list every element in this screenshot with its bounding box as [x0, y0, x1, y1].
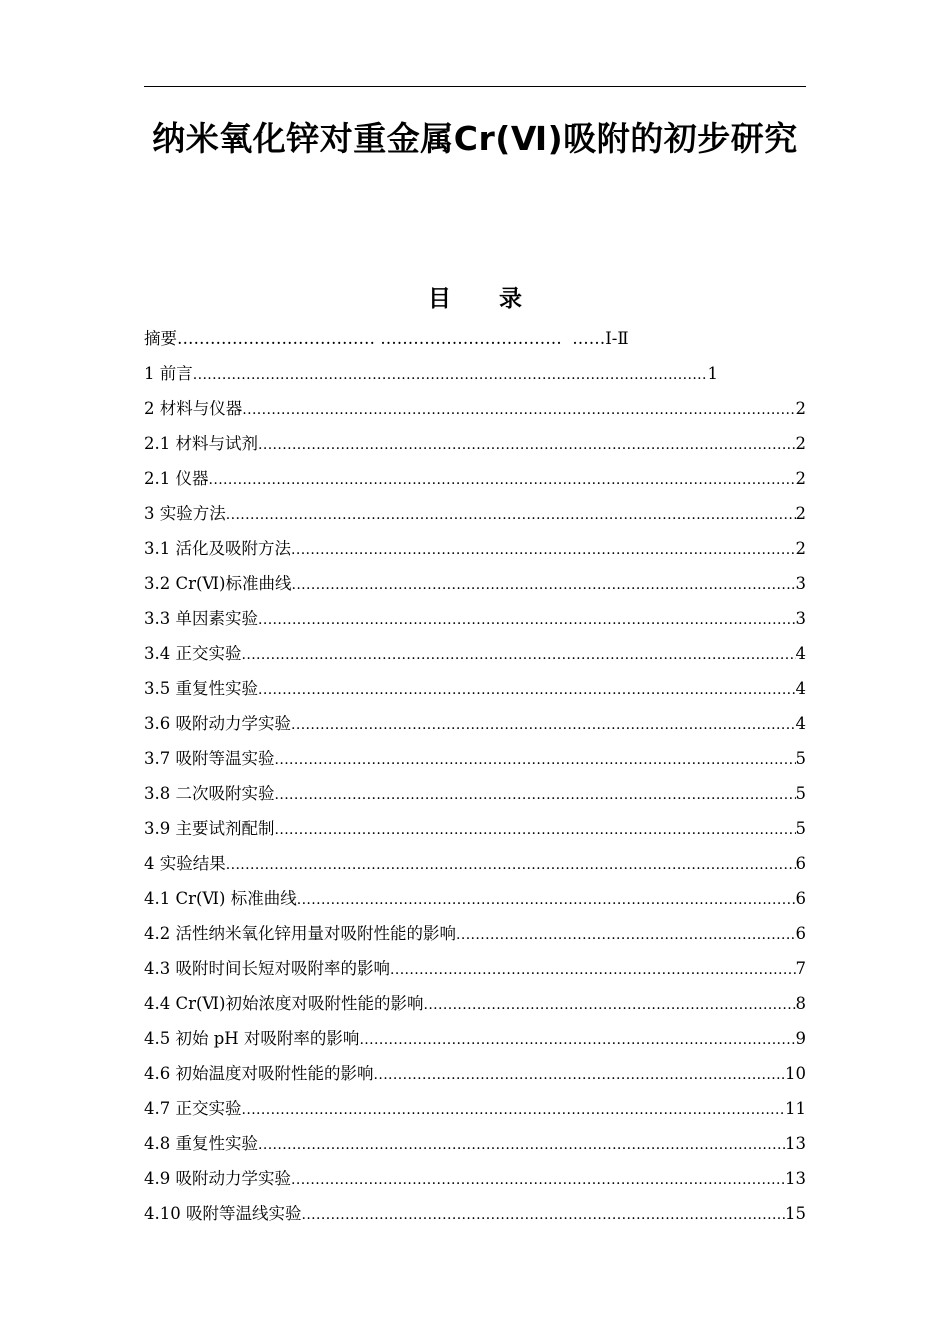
toc-entry-label: 3 实验方法 — [144, 504, 226, 523]
toc-entry-page: 3 — [795, 574, 806, 593]
toc-entry-leader — [423, 988, 795, 1021]
toc-entry-page: 2 — [795, 469, 806, 488]
toc-entry-label: 3.7 吸附等温实验 — [144, 749, 275, 768]
toc-entry-leader — [258, 428, 796, 461]
toc-entry-label: 4.8 重复性实验 — [144, 1134, 258, 1153]
toc-entry[interactable] — [144, 636, 806, 671]
toc-entry-page: Ⅰ-Ⅱ — [605, 329, 629, 348]
toc-entry[interactable] — [144, 1021, 806, 1056]
toc-entry[interactable] — [144, 426, 806, 461]
toc-entry-page: 11 — [785, 1099, 806, 1118]
toc-entry[interactable] — [144, 1091, 806, 1126]
toc-entry-leader: ……………………………… …………………………… …… — [177, 329, 606, 348]
toc-entry-leader — [275, 778, 796, 811]
toc-entry-page: 7 — [795, 959, 806, 978]
toc-entry-page: 6 — [795, 889, 806, 908]
toc-entry-page: 13 — [785, 1134, 806, 1153]
toc-entry[interactable] — [144, 916, 806, 951]
toc-entry-label: 3.1 活化及吸附方法 — [144, 539, 291, 558]
toc-entry-label: 4.4 Cr(Ⅵ)初始浓度对吸附性能的影响 — [144, 994, 424, 1013]
toc-entry-label: 4.2 活性纳米氧化锌用量对吸附性能的影响 — [144, 924, 456, 943]
toc-entry[interactable] — [144, 776, 806, 811]
toc-entry-label: 3.5 重复性实验 — [144, 679, 258, 698]
toc-entry-leader — [226, 848, 796, 881]
toc-entry-leader — [242, 393, 795, 426]
toc-entry[interactable] — [144, 811, 806, 846]
toc-entry-page: 4 — [795, 679, 806, 698]
toc-entry-label: 摘要 — [144, 329, 177, 348]
toc-entry-abstract[interactable] — [144, 321, 806, 356]
toc-entry-leader — [209, 463, 796, 496]
toc-entry-page: 3 — [795, 609, 806, 628]
toc-entry-label: 4.5 初始 pH 对吸附率的影响 — [144, 1029, 360, 1048]
toc-entry-page: 5 — [795, 784, 806, 803]
toc-entry[interactable] — [144, 741, 806, 776]
toc-entry[interactable] — [144, 356, 718, 391]
header-rule — [144, 86, 806, 87]
toc-entry[interactable] — [144, 706, 806, 741]
toc-entry-label: 4.3 吸附时间长短对吸附率的影响 — [144, 959, 390, 978]
toc-entry-leader — [301, 1198, 785, 1231]
toc-entry-leader — [390, 953, 796, 986]
toc-entry-page: 2 — [795, 504, 806, 523]
toc-entry-leader — [193, 358, 708, 391]
toc-entry[interactable] — [144, 1196, 806, 1231]
toc-entry-label: 4 实验结果 — [144, 854, 226, 873]
toc-entry-label: 3.3 单因素实验 — [144, 609, 258, 628]
toc-entry[interactable] — [144, 566, 806, 601]
toc-entry[interactable] — [144, 1056, 806, 1091]
toc-entry-page: 8 — [795, 994, 806, 1013]
toc-entry[interactable] — [144, 531, 806, 566]
toc-heading: 目 录 — [427, 286, 522, 312]
toc-entry-label: 1 前言 — [144, 364, 193, 383]
toc-entry-leader — [258, 1128, 785, 1161]
toc-entry-page: 10 — [785, 1064, 806, 1083]
toc-entry[interactable] — [144, 496, 806, 531]
toc-entry-page: 6 — [795, 854, 806, 873]
toc-entry-label: 4.6 初始温度对吸附性能的影响 — [144, 1064, 374, 1083]
toc-entry-leader — [291, 708, 796, 741]
toc-entry-label: 3.8 二次吸附实验 — [144, 784, 275, 803]
toc-entry-page: 5 — [795, 749, 806, 768]
toc-entry-label: 3.6 吸附动力学实验 — [144, 714, 291, 733]
toc-entry-leader — [275, 813, 796, 846]
toc-entry-page: 6 — [795, 924, 806, 943]
toc-entry-page: 2 — [795, 539, 806, 558]
toc-entry-leader — [258, 673, 796, 706]
toc-entry-leader — [359, 1023, 795, 1056]
toc-entry-label: 4.9 吸附动力学实验 — [144, 1169, 291, 1188]
toc-entry[interactable] — [144, 391, 806, 426]
toc-entry-label: 4.1 Cr(Ⅵ) 标准曲线 — [144, 889, 297, 908]
toc-entry-label: 2.1 材料与试剂 — [144, 434, 258, 453]
toc-entry-label: 2 材料与仪器 — [144, 399, 243, 418]
toc-entry[interactable] — [144, 986, 806, 1021]
toc-entry[interactable] — [144, 846, 806, 881]
toc-entry-page: 13 — [785, 1169, 806, 1188]
toc-entry-page: 2 — [795, 399, 806, 418]
toc-entry-leader — [242, 1093, 786, 1126]
toc-entry-label: 3.4 正交实验 — [144, 644, 242, 663]
toc-entry-leader — [258, 603, 796, 636]
toc-entry-page: 4 — [795, 714, 806, 733]
toc-entry-page: 1 — [707, 364, 718, 383]
toc-entry[interactable] — [144, 881, 806, 916]
toc-entry-page: 5 — [795, 819, 806, 838]
toc-entry[interactable] — [144, 1161, 806, 1196]
toc-entry-label: 4.10 吸附等温线实验 — [144, 1204, 302, 1223]
toc-entry[interactable] — [144, 601, 806, 636]
toc-entry-leader — [242, 638, 796, 671]
toc-entry-label: 3.9 主要试剂配制 — [144, 819, 275, 838]
toc-entry-page: 4 — [795, 644, 806, 663]
toc-entry[interactable] — [144, 951, 806, 986]
toc-entry-leader — [291, 533, 796, 566]
toc-entry-page: 15 — [785, 1204, 806, 1223]
table-of-contents — [144, 321, 806, 1231]
toc-entry[interactable] — [144, 461, 806, 496]
toc-entry-leader — [297, 883, 796, 916]
toc-entry-label: 2.1 仪器 — [144, 469, 209, 488]
toc-entry-leader — [275, 743, 796, 776]
toc-entry-page: 2 — [795, 434, 806, 453]
toc-entry-page: 9 — [795, 1029, 806, 1048]
toc-entry-leader — [374, 1058, 786, 1091]
toc-entry-leader — [291, 1163, 785, 1196]
toc-entry[interactable] — [144, 1126, 806, 1161]
document-title: 纳米氧化锌对重金属Cr(Ⅵ)吸附的初步研究 — [152, 119, 798, 158]
toc-entry-label: 4.7 正交实验 — [144, 1099, 242, 1118]
toc-entry[interactable] — [144, 671, 806, 706]
toc-entry-leader — [226, 498, 796, 531]
toc-entry-leader — [456, 918, 796, 951]
toc-entry-label: 3.2 Cr(Ⅵ)标准曲线 — [144, 574, 292, 593]
toc-entry-leader — [291, 568, 795, 601]
